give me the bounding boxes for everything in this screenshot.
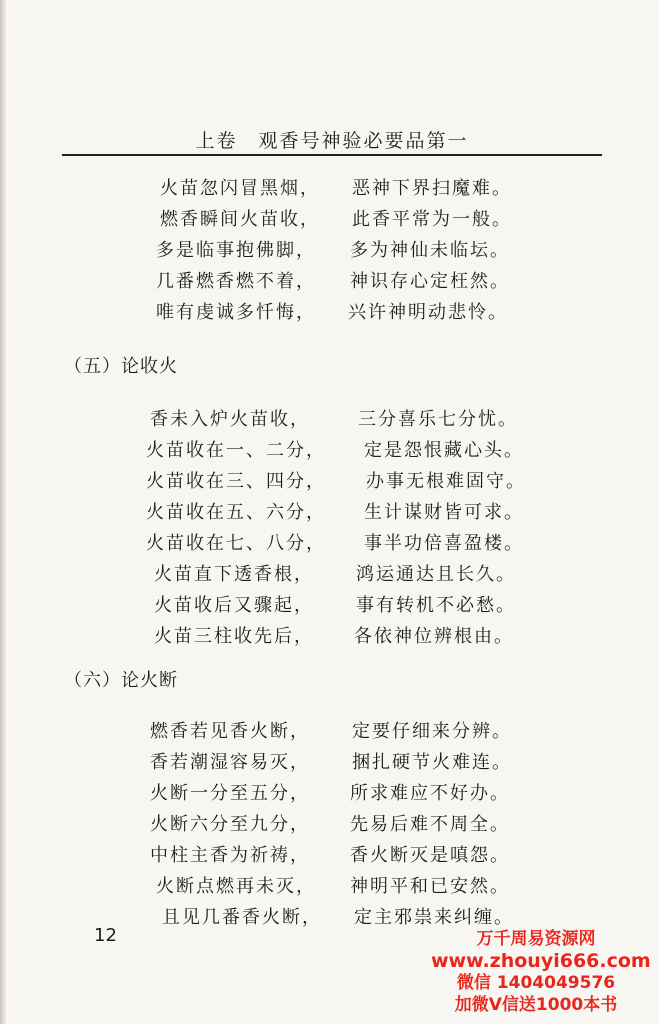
watermark-line: 万千周易资源网 [476, 929, 596, 949]
page-spine-shadow [0, 0, 6, 1024]
verse-line-left: 火苗忽闪冒黑烟， [160, 178, 320, 199]
page-number: 12 [94, 925, 117, 946]
section-title-five: （五）论收火 [64, 356, 178, 377]
header-rule [62, 154, 602, 156]
verse-line-right: 办事无根难固守。 [366, 471, 526, 492]
verse-line-right: 恶神下界扫魔难。 [352, 178, 512, 199]
verse-line-right: 兴许神明动悲怜。 [348, 302, 508, 323]
verse-line-right: 各依神位辨根由。 [354, 626, 514, 647]
verse-line-left: 几番燃香燃不着， [156, 271, 316, 292]
verse-line-left: 燃香瞬间火苗收， [160, 209, 320, 230]
verse-line-right: 事半功倍喜盈楼。 [364, 533, 524, 554]
verse-line-left: 火苗收在一、二分， [146, 440, 326, 461]
verse-line-right: 定主邪祟来纠缠。 [354, 907, 514, 928]
verse-line-left: 火苗直下透香根， [154, 564, 314, 585]
verse-line-right: 三分喜乐七分忧。 [358, 409, 518, 430]
verse-line-left: 燃香若见香火断， [150, 721, 310, 742]
watermark-line: 加微V信送1000本书 [454, 995, 618, 1015]
verse-line-right: 此香平常为一般。 [352, 209, 512, 230]
verse-line-right: 鸿运通达且长久。 [356, 564, 516, 585]
verse-line-right: 香火断灭是嗔怨。 [350, 845, 510, 866]
verse-line-left: 火苗收在七、八分， [146, 533, 326, 554]
verse-line-left: 火苗收后又骤起， [154, 595, 314, 616]
verse-line-right: 多为神仙未临坛。 [350, 240, 510, 261]
verse-line-right: 捆扎硬节火难连。 [352, 752, 512, 773]
verse-line-left: 火断一分至五分， [150, 783, 310, 804]
section-title-six: （六）论火断 [64, 670, 178, 691]
verse-line-left: 火断点燃再未灭， [156, 876, 316, 897]
verse-line-left: 多是临事抱佛脚， [156, 240, 316, 261]
watermark-url: www.zhouyi666.com [431, 950, 651, 972]
verse-line-right: 定是怨恨藏心头。 [364, 440, 524, 461]
verse-line-right: 事有转机不必愁。 [356, 595, 516, 616]
verse-line-left: 香未入炉火苗收， [150, 409, 310, 430]
verse-line-left: 香若潮湿容易灭， [150, 752, 310, 773]
verse-line-right: 神识存心定枉然。 [350, 271, 510, 292]
verse-line-left: 中柱主香为祈祷， [150, 845, 310, 866]
verse-line-right: 神明平和已安然。 [350, 876, 510, 897]
verse-line-left: 火苗三柱收先后， [154, 626, 314, 647]
watermark-line: 微信 1404049576 [456, 973, 616, 993]
verse-line-right: 生计谋财皆可求。 [364, 502, 524, 523]
running-header: 上卷 观香号神验必要品第一 [195, 130, 469, 152]
verse-line-left: 且见几番香火断， [162, 907, 322, 928]
verse-line-right: 先易后难不周全。 [350, 814, 510, 835]
verse-line-left: 火苗收在三、四分， [146, 471, 326, 492]
verse-line-left: 火断六分至九分， [150, 814, 310, 835]
watermark [431, 928, 651, 1016]
verse-line-right: 定要仔细来分辨。 [352, 721, 512, 742]
verse-line-left: 唯有虔诚多忏悔， [156, 302, 316, 323]
verse-line-right: 所求难应不好办。 [350, 783, 510, 804]
verse-line-left: 火苗收在五、六分， [146, 502, 326, 523]
